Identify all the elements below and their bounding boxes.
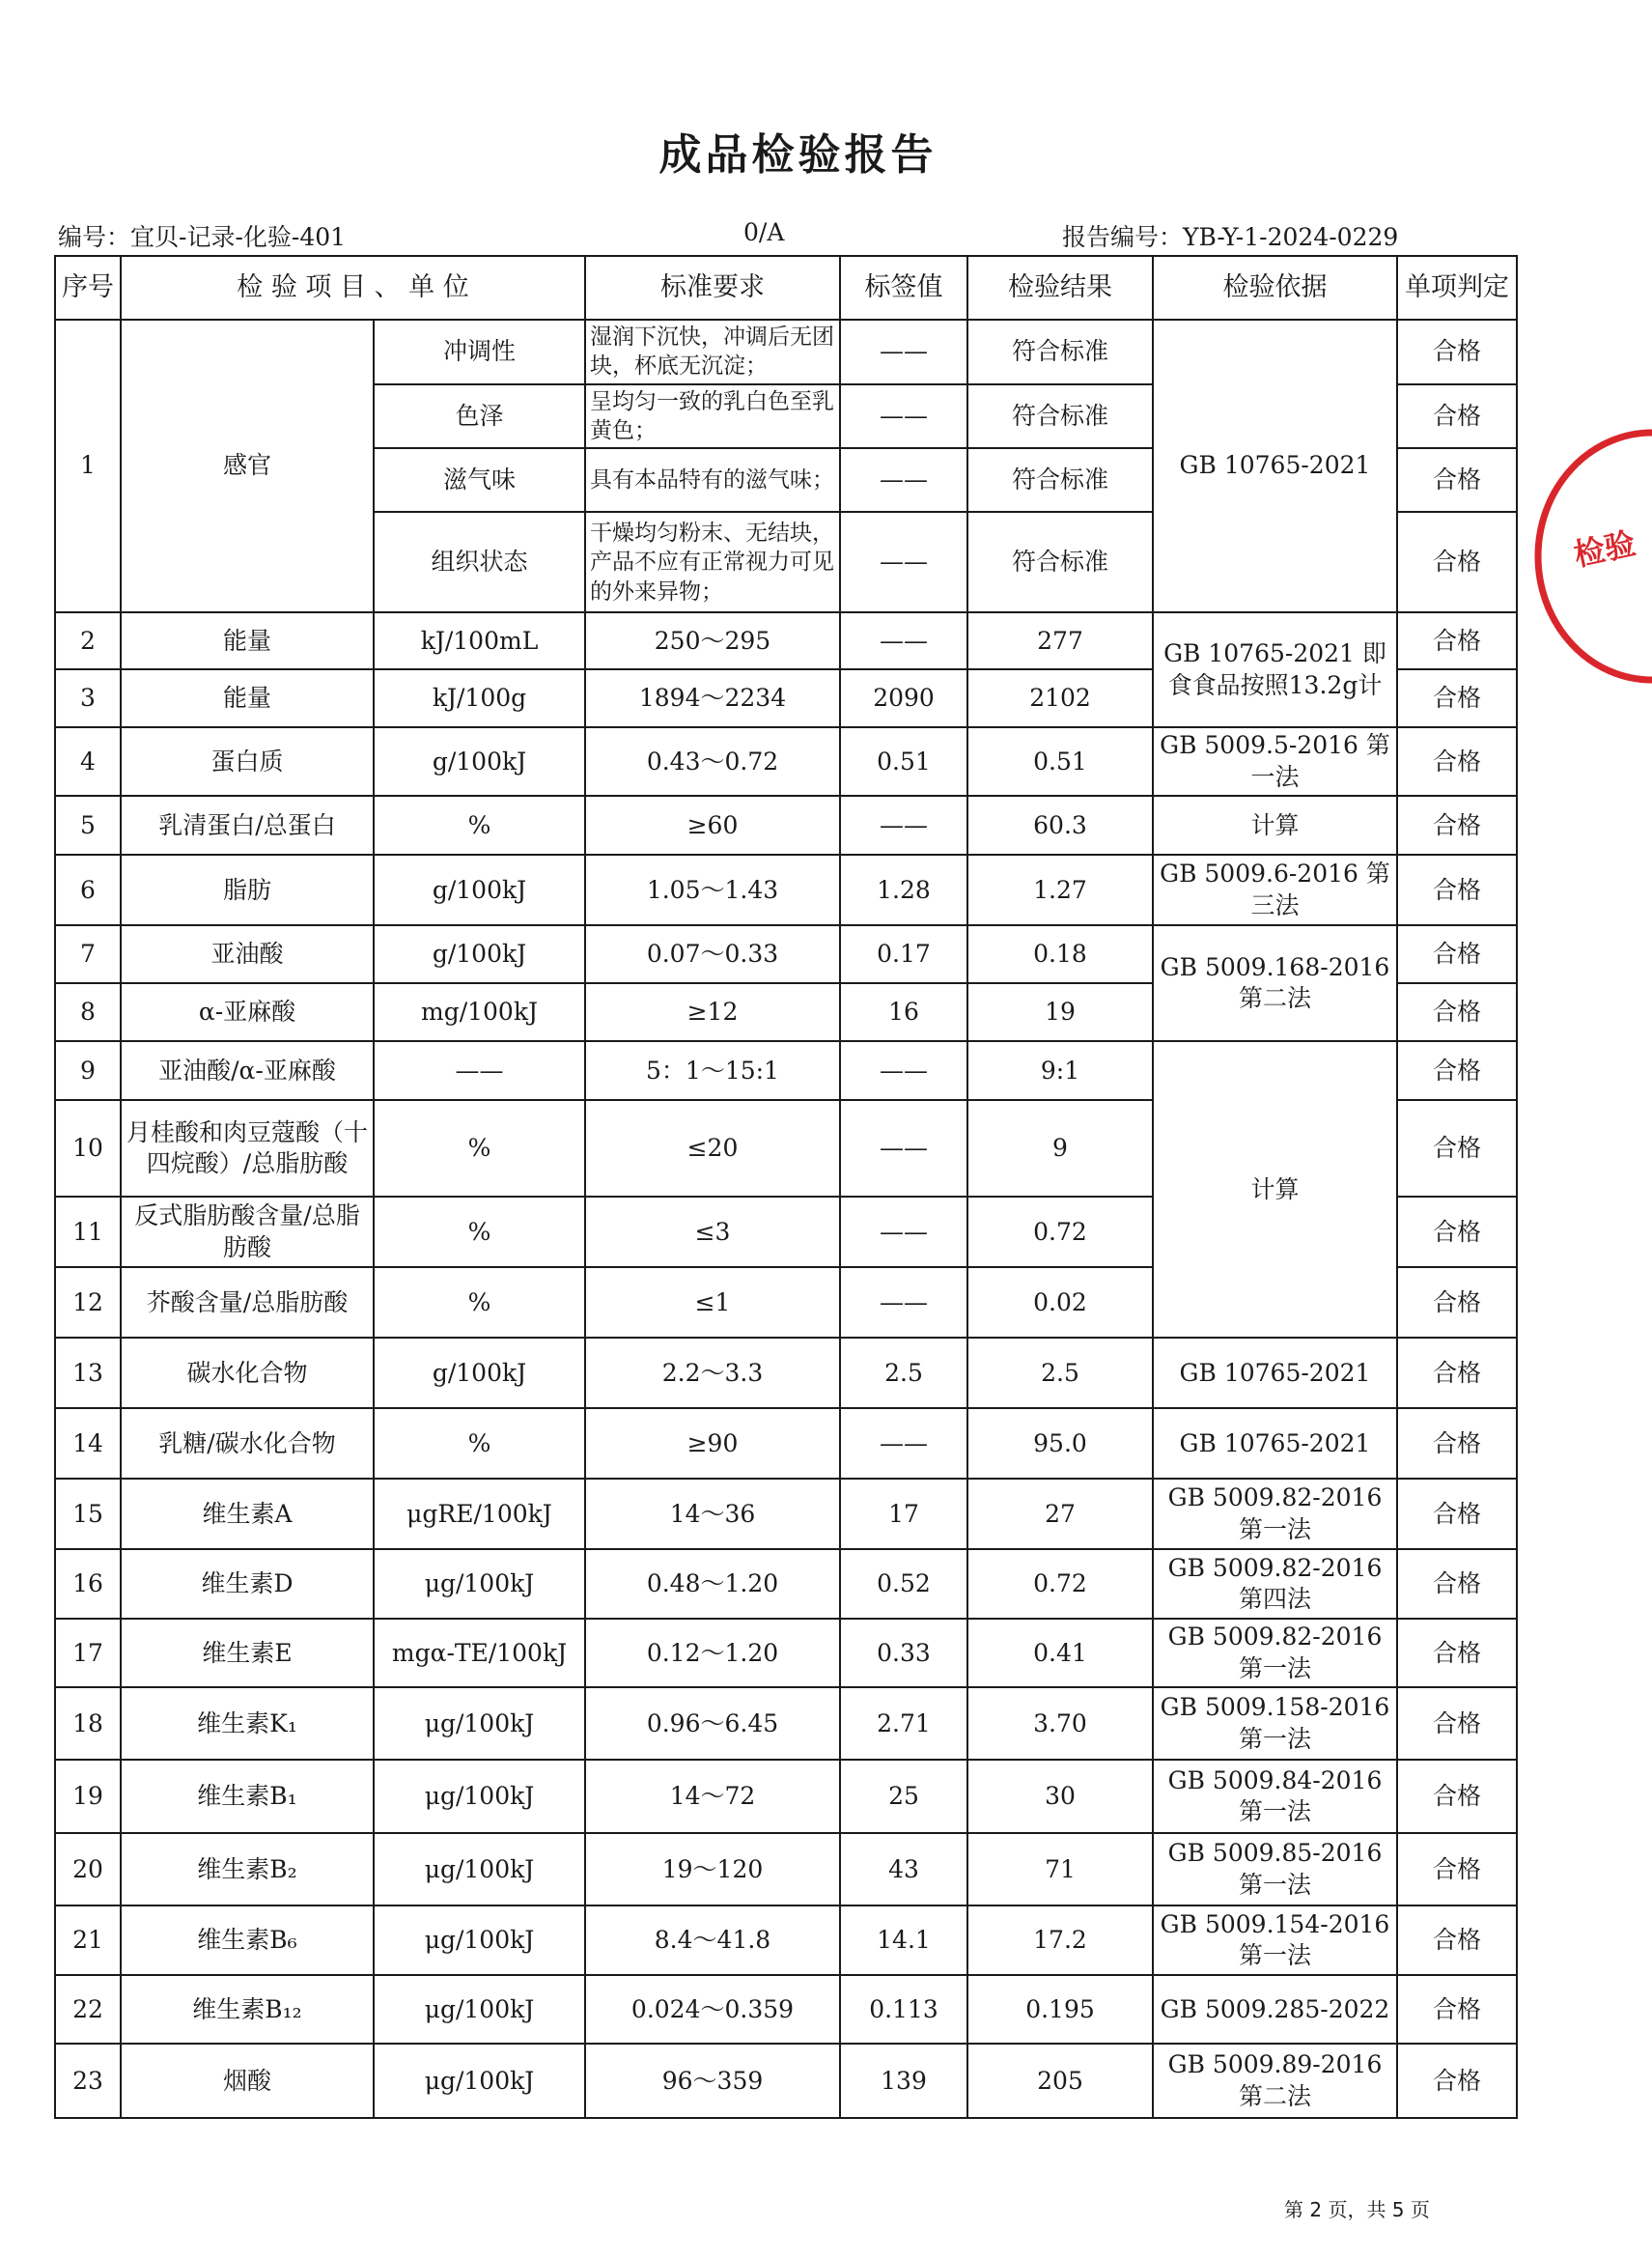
table-row bbox=[55, 855, 1517, 925]
result-cell: 9:1 bbox=[967, 1041, 1153, 1100]
result-cell: 2102 bbox=[967, 669, 1153, 727]
judgement-cell: 合格 bbox=[1397, 2044, 1517, 2118]
label-cell: 16 bbox=[840, 983, 967, 1041]
table-row bbox=[55, 612, 1517, 669]
judgement-cell: 合格 bbox=[1397, 983, 1517, 1041]
label-cell: —— bbox=[840, 320, 967, 384]
unit-cell: μg/100kJ bbox=[374, 2044, 585, 2118]
basis-cell: GB 10765-2021 bbox=[1153, 320, 1397, 612]
requirement-cell: 0.024～0.359 bbox=[585, 1975, 840, 2044]
table-row bbox=[55, 1338, 1517, 1408]
unit-cell: g/100kJ bbox=[374, 855, 585, 925]
item-cell: 脂肪 bbox=[121, 855, 374, 925]
result-cell: 60.3 bbox=[967, 796, 1153, 855]
label-cell: 2090 bbox=[840, 669, 967, 727]
result-cell: 30 bbox=[967, 1760, 1153, 1833]
basis-cell: GB 5009.82-2016 第四法 bbox=[1153, 1549, 1397, 1619]
result-cell: 0.41 bbox=[967, 1619, 1153, 1687]
requirement-cell: 250～295 bbox=[585, 612, 840, 669]
label-cell: 2.71 bbox=[840, 1687, 967, 1760]
basis-cell: GB 10765-2021 bbox=[1153, 1408, 1397, 1479]
basis-cell: GB 5009.154-2016 第一法 bbox=[1153, 1905, 1397, 1975]
label-cell: 0.51 bbox=[840, 727, 967, 796]
result-cell: 9 bbox=[967, 1100, 1153, 1197]
unit-cell: % bbox=[374, 1197, 585, 1267]
item-cell: 感官 bbox=[121, 320, 374, 612]
result-cell: 0.18 bbox=[967, 925, 1153, 983]
requirement-cell: 19～120 bbox=[585, 1833, 840, 1905]
requirement-cell: ≥60 bbox=[585, 796, 840, 855]
seq-cell: 1 bbox=[55, 320, 121, 612]
unit-cell: kJ/100mL bbox=[374, 612, 585, 669]
judgement-cell: 合格 bbox=[1397, 796, 1517, 855]
requirement-cell: ≤3 bbox=[585, 1197, 840, 1267]
basis-cell: GB 5009.82-2016 第一法 bbox=[1153, 1619, 1397, 1687]
header-item-unit: 检 验 项 目 、 单 位 bbox=[121, 256, 585, 320]
unit-cell: kJ/100g bbox=[374, 669, 585, 727]
table-row bbox=[55, 320, 1517, 384]
seq-cell: 17 bbox=[55, 1619, 121, 1687]
table-row bbox=[55, 925, 1517, 983]
basis-cell: GB 5009.84-2016 第一法 bbox=[1153, 1760, 1397, 1833]
result-cell: 0.02 bbox=[967, 1267, 1153, 1338]
label-cell: 14.1 bbox=[840, 1905, 967, 1975]
seq-cell: 10 bbox=[55, 1100, 121, 1197]
unit-cell: μg/100kJ bbox=[374, 1760, 585, 1833]
unit-cell: μg/100kJ bbox=[374, 1975, 585, 2044]
basis-cell: GB 5009.158-2016 第一法 bbox=[1153, 1687, 1397, 1760]
item-cell: 维生素B₁₂ bbox=[121, 1975, 374, 2044]
requirement-cell: 湿润下沉快，冲调后无团块，杯底无沉淀； bbox=[585, 320, 840, 384]
judgement-cell: 合格 bbox=[1397, 320, 1517, 384]
item-cell: 月桂酸和肉豆蔻酸（十四烷酸）/总脂肪酸 bbox=[121, 1100, 374, 1197]
item-cell: 亚油酸 bbox=[121, 925, 374, 983]
seq-cell: 2 bbox=[55, 612, 121, 669]
requirement-cell: 14～36 bbox=[585, 1479, 840, 1549]
table-row bbox=[55, 1833, 1517, 1905]
requirement-cell: ≤1 bbox=[585, 1267, 840, 1338]
item-cell: 维生素D bbox=[121, 1549, 374, 1619]
unit-cell: % bbox=[374, 1267, 585, 1338]
requirement-cell: 具有本品特有的滋气味； bbox=[585, 448, 840, 512]
label-cell: 0.33 bbox=[840, 1619, 967, 1687]
unit-cell: g/100kJ bbox=[374, 1338, 585, 1408]
requirement-cell: ≤20 bbox=[585, 1100, 840, 1197]
requirement-cell: 5：1～15:1 bbox=[585, 1041, 840, 1100]
requirement-cell: 1.05～1.43 bbox=[585, 855, 840, 925]
result-cell: 277 bbox=[967, 612, 1153, 669]
requirement-cell: 1894～2234 bbox=[585, 669, 840, 727]
table-row bbox=[55, 1760, 1517, 1833]
item-cell: 乳清蛋白/总蛋白 bbox=[121, 796, 374, 855]
judgement-cell: 合格 bbox=[1397, 1479, 1517, 1549]
report-title: 成品检验报告 bbox=[658, 130, 938, 180]
label-cell: —— bbox=[840, 796, 967, 855]
item-cell: 维生素B₁ bbox=[121, 1760, 374, 1833]
sub-item-cell: 组织状态 bbox=[374, 512, 585, 612]
judgement-cell: 合格 bbox=[1397, 1549, 1517, 1619]
judgement-cell: 合格 bbox=[1397, 1833, 1517, 1905]
seq-cell: 8 bbox=[55, 983, 121, 1041]
unit-cell: % bbox=[374, 1408, 585, 1479]
label-cell: —— bbox=[840, 1041, 967, 1100]
judgement-cell: 合格 bbox=[1397, 1905, 1517, 1975]
judgement-cell: 合格 bbox=[1397, 384, 1517, 449]
label-cell: —— bbox=[840, 1100, 967, 1197]
requirement-cell: 8.4～41.8 bbox=[585, 1905, 840, 1975]
result-cell: 0.51 bbox=[967, 727, 1153, 796]
label-cell: 1.28 bbox=[840, 855, 967, 925]
seq-cell: 20 bbox=[55, 1833, 121, 1905]
basis-cell: 计算 bbox=[1153, 796, 1397, 855]
item-cell: 碳水化合物 bbox=[121, 1338, 374, 1408]
seq-cell: 15 bbox=[55, 1479, 121, 1549]
result-cell: 2.5 bbox=[967, 1338, 1153, 1408]
judgement-cell: 合格 bbox=[1397, 855, 1517, 925]
requirement-cell: 0.43～0.72 bbox=[585, 727, 840, 796]
label-cell: 0.113 bbox=[840, 1975, 967, 2044]
sub-item-cell: 冲调性 bbox=[374, 320, 585, 384]
result-cell: 3.70 bbox=[967, 1687, 1153, 1760]
unit-cell: μg/100kJ bbox=[374, 1833, 585, 1905]
label-cell: 43 bbox=[840, 1833, 967, 1905]
label-cell: —— bbox=[840, 1197, 967, 1267]
basis-cell: GB 5009.285-2022 bbox=[1153, 1975, 1397, 2044]
basis-cell: GB 5009.82-2016 第一法 bbox=[1153, 1479, 1397, 1549]
seq-cell: 7 bbox=[55, 925, 121, 983]
seq-cell: 14 bbox=[55, 1408, 121, 1479]
page-number: 第 2 页，共 5 页 bbox=[1284, 2198, 1430, 2221]
header-label-value: 标签值 bbox=[840, 256, 967, 320]
inspection-table bbox=[54, 255, 1518, 2119]
seq-cell: 22 bbox=[55, 1975, 121, 2044]
seq-cell: 5 bbox=[55, 796, 121, 855]
requirement-cell: 96～359 bbox=[585, 2044, 840, 2118]
seq-cell: 16 bbox=[55, 1549, 121, 1619]
table-row bbox=[55, 1549, 1517, 1619]
item-cell: 维生素B₂ bbox=[121, 1833, 374, 1905]
header-requirement: 标准要求 bbox=[585, 256, 840, 320]
result-cell: 0.72 bbox=[967, 1197, 1153, 1267]
requirement-cell: 0.96～6.45 bbox=[585, 1687, 840, 1760]
result-cell: 符合标准 bbox=[967, 512, 1153, 612]
judgement-cell: 合格 bbox=[1397, 1760, 1517, 1833]
sub-item-cell: 滋气味 bbox=[374, 448, 585, 512]
result-cell: 0.195 bbox=[967, 1975, 1153, 2044]
result-cell: 符合标准 bbox=[967, 320, 1153, 384]
seq-cell: 9 bbox=[55, 1041, 121, 1100]
judgement-cell: 合格 bbox=[1397, 727, 1517, 796]
item-cell: α-亚麻酸 bbox=[121, 983, 374, 1041]
judgement-cell: 合格 bbox=[1397, 512, 1517, 612]
label-cell: —— bbox=[840, 512, 967, 612]
item-cell: 乳糖/碳水化合物 bbox=[121, 1408, 374, 1479]
item-cell: 蛋白质 bbox=[121, 727, 374, 796]
basis-cell: GB 5009.85-2016 第一法 bbox=[1153, 1833, 1397, 1905]
requirement-cell: 干燥均匀粉末、无结块，产品不应有正常视力可见的外来异物； bbox=[585, 512, 840, 612]
label-cell: —— bbox=[840, 612, 967, 669]
result-cell: 205 bbox=[967, 2044, 1153, 2118]
header-basis: 检验依据 bbox=[1153, 256, 1397, 320]
judgement-cell: 合格 bbox=[1397, 1619, 1517, 1687]
result-cell: 17.2 bbox=[967, 1905, 1153, 1975]
basis-cell: GB 5009.168-2016 第二法 bbox=[1153, 925, 1397, 1041]
seq-cell: 11 bbox=[55, 1197, 121, 1267]
judgement-cell: 合格 bbox=[1397, 669, 1517, 727]
requirement-cell: 0.48～1.20 bbox=[585, 1549, 840, 1619]
unit-cell: μg/100kJ bbox=[374, 1905, 585, 1975]
requirement-cell: 0.12～1.20 bbox=[585, 1619, 840, 1687]
table-row bbox=[55, 796, 1517, 855]
result-cell: 71 bbox=[967, 1833, 1153, 1905]
header-result: 检验结果 bbox=[967, 256, 1153, 320]
unit-cell: μg/100kJ bbox=[374, 1687, 585, 1760]
item-cell: 反式脂肪酸含量/总脂肪酸 bbox=[121, 1197, 374, 1267]
result-cell: 19 bbox=[967, 983, 1153, 1041]
requirement-cell: 0.07～0.33 bbox=[585, 925, 840, 983]
unit-cell: —— bbox=[374, 1041, 585, 1100]
report-number: 报告编号：YB-Y-1-2024-0229 bbox=[1062, 223, 1399, 251]
seq-cell: 12 bbox=[55, 1267, 121, 1338]
judgement-cell: 合格 bbox=[1397, 1041, 1517, 1100]
label-cell: 2.5 bbox=[840, 1338, 967, 1408]
basis-cell: GB 10765-2021 即食食品按照13.2g计 bbox=[1153, 612, 1397, 727]
seq-cell: 6 bbox=[55, 855, 121, 925]
item-cell: 能量 bbox=[121, 669, 374, 727]
item-cell: 维生素A bbox=[121, 1479, 374, 1549]
item-cell: 维生素B₆ bbox=[121, 1905, 374, 1975]
unit-cell: g/100kJ bbox=[374, 727, 585, 796]
judgement-cell: 合格 bbox=[1397, 1408, 1517, 1479]
result-cell: 95.0 bbox=[967, 1408, 1153, 1479]
requirement-cell: 2.2～3.3 bbox=[585, 1338, 840, 1408]
judgement-cell: 合格 bbox=[1397, 448, 1517, 512]
unit-cell: % bbox=[374, 796, 585, 855]
item-cell: 维生素E bbox=[121, 1619, 374, 1687]
table-row bbox=[55, 1619, 1517, 1687]
label-cell: 139 bbox=[840, 2044, 967, 2118]
version: 0/A bbox=[743, 218, 785, 246]
table-row bbox=[55, 1905, 1517, 1975]
judgement-cell: 合格 bbox=[1397, 1267, 1517, 1338]
requirement-cell: ≥12 bbox=[585, 983, 840, 1041]
label-cell: 17 bbox=[840, 1479, 967, 1549]
table-row bbox=[55, 727, 1517, 796]
table-row bbox=[55, 1041, 1517, 1100]
table-row bbox=[55, 1687, 1517, 1760]
seq-cell: 4 bbox=[55, 727, 121, 796]
judgement-cell: 合格 bbox=[1397, 1100, 1517, 1197]
unit-cell: % bbox=[374, 1100, 585, 1197]
basis-cell: 计算 bbox=[1153, 1041, 1397, 1338]
judgement-cell: 合格 bbox=[1397, 925, 1517, 983]
unit-cell: mgα-TE/100kJ bbox=[374, 1619, 585, 1687]
seq-cell: 23 bbox=[55, 2044, 121, 2118]
basis-cell: GB 5009.5-2016 第一法 bbox=[1153, 727, 1397, 796]
seq-cell: 13 bbox=[55, 1338, 121, 1408]
judgement-cell: 合格 bbox=[1397, 612, 1517, 669]
label-cell: 25 bbox=[840, 1760, 967, 1833]
basis-cell: GB 5009.6-2016 第三法 bbox=[1153, 855, 1397, 925]
unit-cell: μg/100kJ bbox=[374, 1549, 585, 1619]
requirement-cell: 呈均匀一致的乳白色至乳黄色； bbox=[585, 384, 840, 449]
table-row bbox=[55, 1975, 1517, 2044]
red-seal-stamp-icon bbox=[1517, 421, 1652, 692]
item-cell: 维生素K₁ bbox=[121, 1687, 374, 1760]
label-cell: —— bbox=[840, 384, 967, 449]
item-cell: 芥酸含量/总脂肪酸 bbox=[121, 1267, 374, 1338]
table-header-row bbox=[55, 256, 1517, 320]
seq-cell: 18 bbox=[55, 1687, 121, 1760]
result-cell: 27 bbox=[967, 1479, 1153, 1549]
seq-cell: 21 bbox=[55, 1905, 121, 1975]
judgement-cell: 合格 bbox=[1397, 1687, 1517, 1760]
table-row bbox=[55, 1479, 1517, 1549]
table-row bbox=[55, 2044, 1517, 2118]
unit-cell: g/100kJ bbox=[374, 925, 585, 983]
header-seq: 序号 bbox=[55, 256, 121, 320]
basis-cell: GB 10765-2021 bbox=[1153, 1338, 1397, 1408]
basis-cell: GB 5009.89-2016 第二法 bbox=[1153, 2044, 1397, 2118]
table-row bbox=[55, 1408, 1517, 1479]
requirement-cell: ≥90 bbox=[585, 1408, 840, 1479]
seq-cell: 19 bbox=[55, 1760, 121, 1833]
result-cell: 符合标准 bbox=[967, 384, 1153, 449]
label-cell: 0.52 bbox=[840, 1549, 967, 1619]
result-cell: 0.72 bbox=[967, 1549, 1153, 1619]
stamp-text: 检验 bbox=[1570, 524, 1639, 574]
label-cell: 0.17 bbox=[840, 925, 967, 983]
header-judgement: 单项判定 bbox=[1397, 256, 1517, 320]
result-cell: 1.27 bbox=[967, 855, 1153, 925]
item-cell: 能量 bbox=[121, 612, 374, 669]
label-cell: —— bbox=[840, 1267, 967, 1338]
label-cell: —— bbox=[840, 1408, 967, 1479]
judgement-cell: 合格 bbox=[1397, 1197, 1517, 1267]
unit-cell: μgRE/100kJ bbox=[374, 1479, 585, 1549]
result-cell: 符合标准 bbox=[967, 448, 1153, 512]
judgement-cell: 合格 bbox=[1397, 1338, 1517, 1408]
sub-item-cell: 色泽 bbox=[374, 384, 585, 449]
requirement-cell: 14～72 bbox=[585, 1760, 840, 1833]
unit-cell: mg/100kJ bbox=[374, 983, 585, 1041]
seq-cell: 3 bbox=[55, 669, 121, 727]
record-number: 编号：宜贝-记录-化验-401 bbox=[58, 223, 347, 251]
item-cell: 亚油酸/α-亚麻酸 bbox=[121, 1041, 374, 1100]
label-cell: —— bbox=[840, 448, 967, 512]
item-cell: 烟酸 bbox=[121, 2044, 374, 2118]
judgement-cell: 合格 bbox=[1397, 1975, 1517, 2044]
